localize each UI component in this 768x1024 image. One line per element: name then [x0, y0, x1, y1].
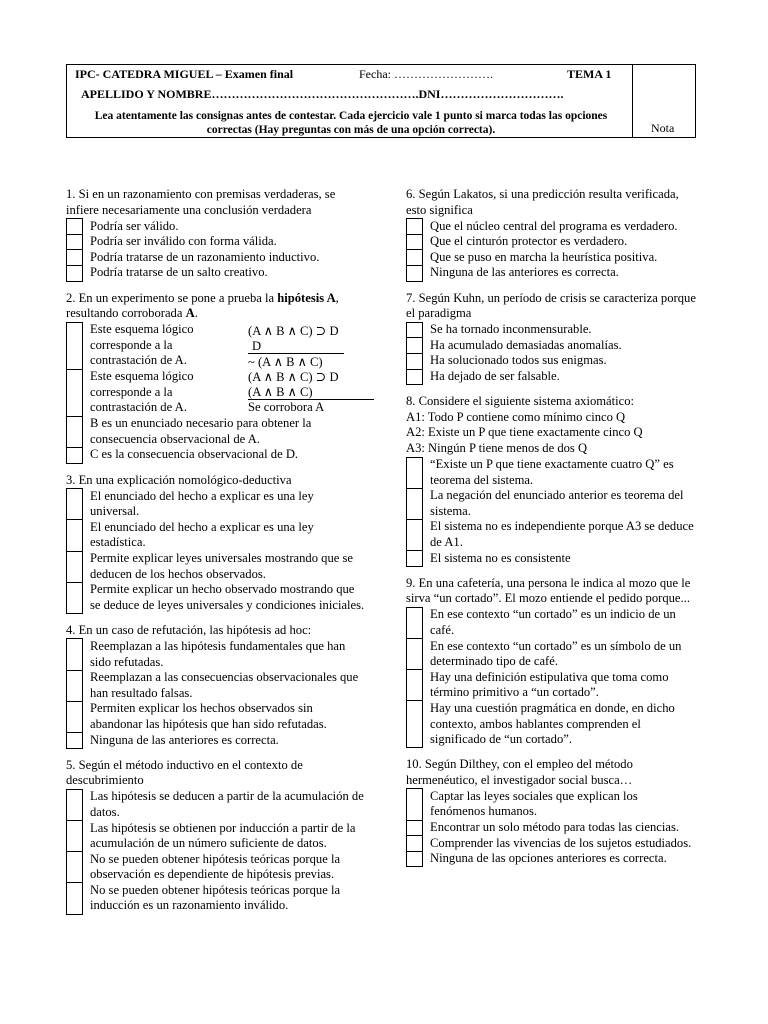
options-list	[66, 322, 367, 464]
option-row	[67, 639, 367, 670]
option-text: Podría ser inválido con forma válida.	[90, 234, 277, 249]
option-text: Ha solucionado todos sus enigmas.	[430, 353, 607, 368]
schema-premise-2: (A ∧ B ∧ C)	[248, 385, 313, 400]
question-5	[66, 758, 366, 915]
option-row	[67, 701, 367, 732]
option-text: Permite explicar un hecho observado mostrando que se deduce de leyes universales y condiciones iniciales.	[90, 582, 365, 612]
name-dni-field[interactable]: APELLIDO Y NOMBRE…………………………………………….DNI………………………….	[81, 87, 564, 101]
schema-conclusion: ~ (A ∧ B ∧ C)	[248, 355, 323, 370]
answer-checkbox[interactable]	[407, 353, 423, 369]
instructions: Lea atentamente las consignas antes de contestar. Cada ejercicio vale 1 punto si marca todas las opciones correctas (Hay preguntas con más de una opción correcta).	[94, 110, 608, 136]
options-list	[406, 607, 697, 748]
option-text: C es la consecuencia observacional de D.	[90, 447, 299, 462]
answer-checkbox[interactable]	[407, 457, 423, 488]
option-text: Podría tratarse de un salto creativo.	[90, 265, 268, 280]
answer-checkbox[interactable]	[67, 670, 83, 701]
question-text: 9. En una cafetería, una persona le indica al mozo que le sirva “un cortado”. El mozo entiende el pedido porque...	[406, 575, 691, 606]
answer-checkbox[interactable]	[67, 447, 83, 463]
answer-checkbox[interactable]	[407, 519, 423, 550]
left-column	[66, 187, 366, 924]
option-text: B es un enunciado necesario para obtener la consecuencia observacional de A.	[90, 416, 312, 446]
answer-checkbox[interactable]	[67, 250, 83, 266]
option-row	[67, 551, 367, 582]
option-text: Reemplazan a las hipótesis fundamentales que han sido refutadas.	[90, 638, 346, 669]
question-text-bold: A	[185, 306, 195, 321]
option-with-schema	[83, 322, 367, 369]
option-row	[67, 582, 367, 613]
question-text-bold: hipótesis A	[277, 290, 336, 305]
option-text: Las hipótesis se obtienen por inducción a partir de la acumulación de un número suficiente de datos.	[90, 820, 356, 851]
option-text: Este esquema lógico corresponde a la contrastación de A.	[90, 369, 194, 415]
option-row	[407, 322, 697, 338]
option-text: Ha acumulado demasiadas anomalías.	[430, 337, 622, 352]
schema-premise-1: (A ∧ B ∧ C) ⊃ D	[248, 370, 339, 385]
tema-label: TEMA 1	[567, 67, 612, 81]
option-row	[67, 733, 367, 749]
option-row	[67, 821, 367, 852]
option-row	[67, 219, 367, 235]
axiom-3: A3: Ningún P tiene menos de dos Q	[406, 440, 588, 455]
option-text: La negación del enunciado anterior es teorema del sistema.	[430, 488, 684, 518]
question-4	[66, 623, 366, 749]
answer-checkbox[interactable]	[407, 488, 423, 519]
option-row	[407, 607, 697, 638]
schema-premise-2: D	[252, 339, 262, 354]
answer-checkbox[interactable]	[407, 607, 423, 638]
answer-checkbox[interactable]	[407, 250, 423, 266]
answer-checkbox[interactable]	[407, 338, 423, 354]
option-row	[407, 519, 697, 550]
question-text: 3. En una explicación nomológico-deductiva	[66, 472, 292, 487]
option-row	[67, 520, 367, 551]
option-text: Ninguna de las anteriores es correcta.	[430, 265, 619, 280]
options-list	[406, 788, 697, 867]
answer-checkbox[interactable]	[407, 639, 423, 670]
question-6	[406, 187, 696, 282]
option-text: Hay una definición estipulativa que toma como término primitivo a “un cortado”.	[430, 669, 669, 700]
option-text: Que el cinturón protector es verdadero.	[430, 234, 628, 249]
option-row	[67, 789, 367, 820]
option-text: El sistema no es independiente porque A3 se deduce de A1.	[430, 519, 694, 549]
answer-checkbox[interactable]	[67, 789, 83, 820]
question-9	[406, 576, 696, 749]
option-row	[67, 416, 367, 447]
option-text: Encontrar un solo método para todas las ciencias.	[430, 820, 679, 835]
answer-checkbox[interactable]	[67, 821, 83, 852]
option-text: Ninguna de las opciones anteriores es correcta.	[430, 851, 667, 866]
option-text: Las hipótesis se deducen a partir de la acumulación de datos.	[90, 789, 364, 819]
answer-checkbox[interactable]	[67, 322, 83, 369]
exam-title: IPC- CATEDRA MIGUEL – Examen final	[75, 67, 294, 81]
option-row	[407, 670, 697, 701]
option-row	[67, 369, 367, 416]
answer-checkbox[interactable]	[67, 551, 83, 582]
answer-checkbox[interactable]	[67, 489, 83, 520]
question-7	[406, 291, 696, 386]
option-text: El enunciado del hecho a explicar es una ley estadística.	[90, 519, 314, 550]
option-text: Captar las leyes sociales que explican los fenómenos humanos.	[430, 788, 638, 819]
option-row	[407, 265, 697, 281]
option-row	[67, 489, 367, 520]
options-list	[66, 638, 367, 748]
option-row	[407, 488, 697, 519]
option-row	[407, 551, 697, 567]
option-row	[407, 701, 697, 748]
answer-checkbox[interactable]	[67, 219, 83, 235]
schema-inference-line	[248, 353, 344, 354]
option-text: Que se puso en marcha la heurística positiva.	[430, 249, 658, 264]
question-1	[66, 187, 366, 282]
answer-checkbox[interactable]	[407, 551, 423, 567]
answer-checkbox[interactable]	[67, 639, 83, 670]
question-text-part: 2. En un experimento se pone a prueba la	[66, 290, 278, 305]
option-text: Ha dejado de ser falsable.	[430, 369, 560, 384]
option-text: Que el núcleo central del programa es verdadero.	[430, 218, 678, 233]
options-list	[406, 457, 697, 567]
option-row	[407, 789, 697, 820]
option-text: Se ha tornado inconmensurable.	[430, 322, 592, 337]
question-text: 7. Según Kuhn, un período de crisis se caracteriza porque el paradigma	[406, 290, 696, 321]
date-field[interactable]: Fecha: …………………….	[359, 67, 493, 81]
answer-checkbox[interactable]	[407, 322, 423, 338]
option-row	[67, 852, 367, 883]
question-text	[66, 291, 366, 322]
question-text: 10. Según Dilthey, con el empleo del método hermenéutico, el investigador social busca…	[406, 757, 633, 787]
option-row	[407, 353, 697, 369]
options-list	[66, 488, 367, 614]
answer-checkbox[interactable]	[67, 701, 83, 732]
answer-checkbox[interactable]	[407, 219, 423, 235]
answer-checkbox[interactable]	[407, 701, 423, 748]
option-row	[407, 639, 697, 670]
option-text: En ese contexto “un cortado” es un símbolo de un determinado tipo de café.	[430, 638, 682, 669]
option-text: Reemplazan a las consecuencias observacionales que han resultado falsas.	[90, 670, 359, 700]
option-text: No se pueden obtener hipótesis teóricas porque la observación es dependiente de hipótesis previas.	[90, 851, 341, 882]
answer-checkbox[interactable]	[67, 265, 83, 281]
question-text: 6. Según Lakatos, si una predicción resulta verificada, esto significa	[406, 187, 679, 217]
header-main-cell	[67, 65, 633, 137]
option-row	[407, 219, 697, 235]
option-text: Permite explicar leyes universales mostrando que se deducen de los hechos observados.	[90, 551, 353, 581]
answer-checkbox[interactable]	[407, 836, 423, 852]
exam-header	[66, 64, 696, 138]
answer-checkbox[interactable]	[407, 234, 423, 250]
options-list	[66, 218, 367, 281]
option-text: Podría ser válido.	[90, 218, 179, 233]
option-row	[67, 670, 367, 701]
option-text: No se pueden obtener hipótesis teóricas porque la inducción es un razonamiento inválido.	[90, 882, 341, 913]
question-2	[66, 291, 366, 464]
options-list	[66, 789, 367, 915]
option-row	[67, 234, 367, 250]
question-8	[406, 394, 696, 567]
answer-checkbox[interactable]	[67, 369, 83, 416]
question-10	[406, 757, 696, 867]
answer-checkbox[interactable]	[407, 369, 423, 385]
question-text: 4. En un caso de refutación, las hipótesis ad hoc:	[66, 622, 312, 637]
grade-label: Nota	[651, 121, 675, 135]
option-row	[407, 457, 697, 488]
answer-checkbox[interactable]	[67, 520, 83, 551]
option-text: Podría tratarse de un razonamiento inductivo.	[90, 249, 320, 264]
option-text: Permiten explicar los hechos observados sin abandonar las hipótesis que han sido refutadas.	[90, 701, 327, 731]
option-row	[67, 883, 367, 914]
answer-checkbox[interactable]	[67, 883, 83, 914]
answer-checkbox[interactable]	[67, 852, 83, 883]
options-list	[406, 322, 697, 385]
option-text: Este esquema lógico corresponde a la contrastación de A.	[90, 322, 194, 368]
option-text: Comprender las vivencias de los sujetos estudiados.	[430, 835, 692, 850]
answer-checkbox[interactable]	[407, 789, 423, 820]
question-text: 8. Considere el siguiente sistema axiomático:	[406, 394, 635, 409]
option-text: “Existe un P que tiene exactamente cuatro Q” es teorema del sistema.	[430, 457, 674, 487]
schema-premise-1: (A ∧ B ∧ C) ⊃ D	[248, 324, 339, 339]
answer-checkbox[interactable]	[67, 582, 83, 613]
answer-checkbox[interactable]	[407, 820, 423, 836]
schema-conclusion: Se corrobora A	[248, 400, 325, 415]
answer-checkbox[interactable]	[67, 234, 83, 250]
option-row	[67, 322, 367, 369]
answer-checkbox[interactable]	[67, 416, 83, 447]
question-text: 1. Si en un razonamiento con premisas verdaderas, se infiere necesariamente una conclusión verdadera	[66, 187, 336, 217]
axiom-2: A2: Existe un P que tiene exactamente cinco Q	[406, 425, 643, 440]
answer-checkbox[interactable]	[407, 265, 423, 281]
option-with-schema	[83, 369, 367, 416]
option-row	[407, 851, 697, 867]
option-row	[67, 250, 367, 266]
answer-checkbox[interactable]	[407, 670, 423, 701]
option-row	[407, 250, 697, 266]
question-3	[66, 473, 366, 614]
option-text: Ninguna de las anteriores es correcta.	[90, 732, 279, 747]
option-row	[67, 265, 367, 281]
option-row	[407, 820, 697, 836]
option-row	[407, 836, 697, 852]
right-column	[406, 187, 696, 876]
question-text-part: , resultando corroborada	[66, 290, 339, 321]
option-row	[407, 338, 697, 354]
option-row	[67, 447, 367, 463]
option-row	[407, 234, 697, 250]
options-list	[406, 218, 697, 281]
option-row	[407, 369, 697, 385]
answer-checkbox[interactable]	[407, 851, 423, 867]
option-text: En ese contexto “un cortado” es un indicio de un café.	[430, 607, 676, 637]
option-text: Hay una cuestión pragmática en donde, en dicho contexto, ambos hablantes comprenden el significado de “un cortado”.	[430, 700, 675, 747]
option-text: El sistema no es consistente	[430, 550, 571, 565]
option-text: El enunciado del hecho a explicar es una ley universal.	[90, 488, 314, 519]
logic-schema	[90, 369, 366, 416]
answer-checkbox[interactable]	[67, 733, 83, 749]
logic-schema	[90, 322, 366, 369]
axiom-1: A1: Todo P contiene como mínimo cinco Q	[406, 409, 626, 424]
question-text: 5. Según el método inductivo en el contexto de descubrimiento	[66, 757, 303, 788]
question-text-part: .	[194, 306, 198, 321]
